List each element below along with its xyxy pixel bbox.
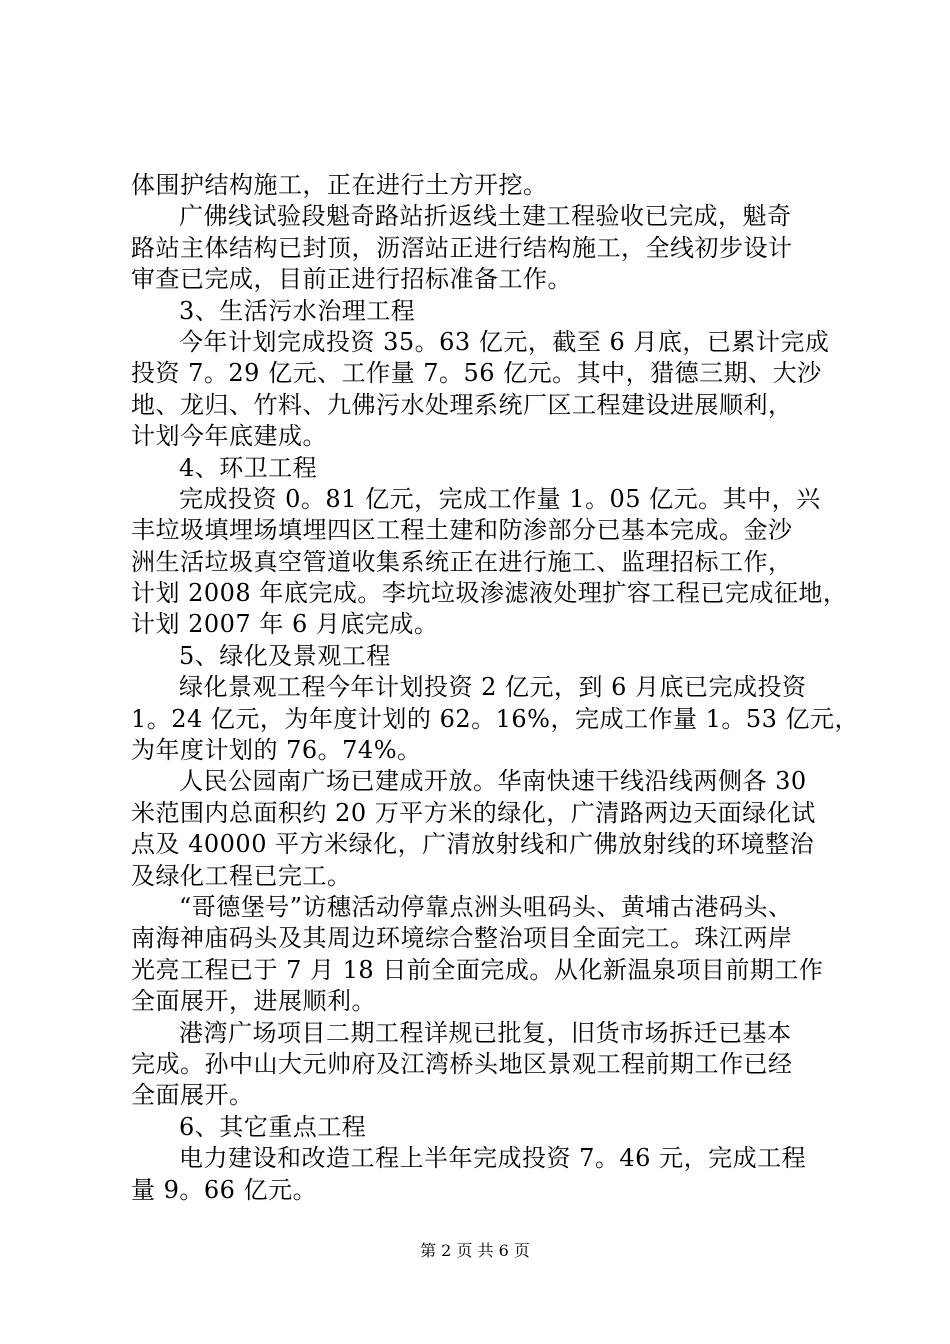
text-line: 完成投资 0。81 亿元，完成工作量 1。05 亿元。其中，兴 [179, 484, 821, 513]
text-line: “哥德堡号”访穗活动停靠点洲头咀码头、黄埔古港码头、 [179, 892, 793, 921]
document-body [131, 170, 860, 1206]
text-line: 为年度计划的 76。74%。 [131, 736, 422, 765]
text-line: 4、环卫工程 [179, 453, 318, 482]
text-line: 点及 40000 平方米绿化，广清放射线和广佛放射线的环境整治 [131, 830, 815, 859]
text-line: 全面展开，进展顺利。 [131, 987, 376, 1016]
text-line: 丰垃圾填埋场填埋四区工程土建和防渗部分已基本完成。金沙 [131, 516, 793, 545]
text-line: 地、龙归、竹料、九佛污水处理系统厂区工程建设进展顺利， [131, 390, 793, 419]
text-line: 计划 2008 年底完成。李坑垃圾渗滤液处理扩容工程已完成征地， [131, 579, 848, 608]
text-line: 全面展开。 [131, 1081, 254, 1110]
text-line: 计划今年底建成。 [131, 422, 327, 451]
text-line: 绿化景观工程今年计划投资 2 亿元，到 6 月底已完成投资 [179, 673, 807, 702]
text-line: 完成。孙中山大元帅府及江湾桥头地区景观工程前期工作已经 [131, 1049, 793, 1078]
text-line: 5、绿化及景观工程 [179, 641, 391, 670]
text-line: 洲生活垃圾真空管道收集系统正在进行施工、监理招标工作， [131, 547, 793, 576]
text-line: 人民公园南广场已建成开放。华南快速干线沿线两侧各 30 [179, 767, 807, 796]
text-line: 及绿化工程已完工。 [131, 861, 352, 890]
text-line: 计划 2007 年 6 月底完成。 [131, 610, 439, 639]
text-line: 路站主体结构已封顶，沥滘站正进行结构施工，全线初步设计 [131, 233, 793, 262]
text-line: 1。24 亿元，为年度计划的 62。16%，完成工作量 1。53 亿元， [131, 704, 860, 733]
text-line: 3、生活污水治理工程 [179, 296, 416, 325]
text-line: 今年计划完成投资 35。63 亿元，截至 6 月底，已累计完成 [179, 327, 830, 356]
text-line: 光亮工程已于 7 月 18 日前全面完成。从化新温泉项目前期工作 [131, 955, 824, 984]
text-line: 体围护结构施工，正在进行土方开挖。 [131, 171, 548, 199]
text-line: 电力建设和改造工程上半年完成投资 7。46 元，完成工程 [179, 1144, 807, 1173]
text-line: 港湾广场项目二期工程详规已批复，旧货市场拆迁已基本 [179, 1018, 792, 1047]
text-line: 广佛线试验段魁奇路站折返线土建工程验收已完成，魁奇 [179, 202, 792, 231]
text-line: 审查已完成，目前正进行招标准备工作。 [131, 265, 572, 294]
text-line: 6、其它重点工程 [179, 1112, 367, 1141]
text-line: 南海神庙码头及其周边环境综合整治项目全面完工。珠江两岸 [131, 924, 793, 953]
page-footer: 第 2 页 共 6 页 [420, 1241, 530, 1260]
text-line: 米范围内总面积约 20 万平方米的绿化，广清路两边天面绿化试 [131, 798, 816, 827]
text-line: 投资 7。29 亿元、工作量 7。56 亿元。其中，猎德三期、大沙 [131, 359, 822, 388]
text-line: 量 9。66 亿元。 [131, 1175, 318, 1204]
